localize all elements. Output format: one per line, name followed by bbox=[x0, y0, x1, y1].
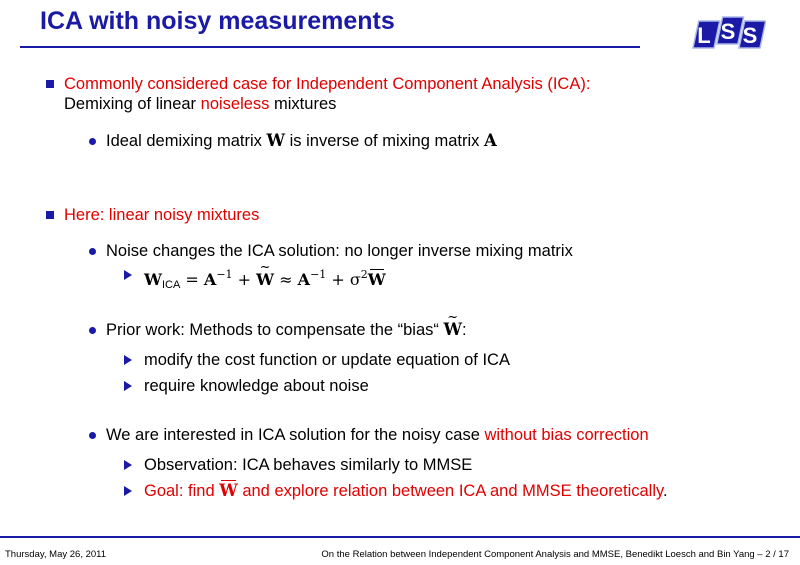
dot-bullet-icon bbox=[89, 327, 96, 334]
bullet-1-sub-1: Ideal demixing matrix W is inverse of mixing matrix A bbox=[106, 131, 497, 150]
square-bullet-icon bbox=[46, 211, 54, 219]
square-bullet-icon bbox=[46, 80, 54, 88]
footer-info: On the Relation between Independent Component Analysis and MMSE, Benedikt Loesch and Bin Yang – 2 / 17 bbox=[321, 549, 789, 560]
title-rule bbox=[20, 46, 640, 48]
dot-bullet-icon bbox=[89, 432, 96, 439]
triangle-bullet-icon bbox=[124, 355, 132, 365]
slide-title: ICA with noisy measurements bbox=[40, 7, 395, 35]
bullet-2-line-1: Here: linear noisy mixtures bbox=[64, 206, 260, 224]
dot-bullet-icon bbox=[89, 138, 96, 145]
triangle-bullet-icon bbox=[124, 381, 132, 391]
bullet-2-sub-2: Prior work: Methods to compensate the “bias“ ~ W: bbox=[106, 320, 467, 340]
footer-rule bbox=[0, 536, 800, 538]
bullet-2-sub-3: We are interested in ICA solution for the noisy case without bias correction bbox=[106, 426, 649, 444]
bullet-2-sub-2-b: require knowledge about noise bbox=[144, 377, 369, 395]
triangle-bullet-icon bbox=[124, 270, 132, 280]
equation-w-ica: $W_{ICA} = A^{-1}$ + ~ $W \approx A^{-1} + \sigma^2W$ bbox=[144, 265, 386, 295]
triangle-bullet-icon bbox=[124, 486, 132, 496]
logo-letter-s2: S bbox=[742, 23, 758, 48]
bullet-1-line-2: Demixing of linear noiseless mixtures bbox=[64, 95, 337, 113]
bullet-2-sub-2-a: modify the cost function or update equation of ICA bbox=[144, 351, 510, 369]
dot-bullet-icon bbox=[89, 248, 96, 255]
logo-letter-l: L bbox=[697, 23, 711, 48]
bullet-2-sub-1: Noise changes the ICA solution: no longer inverse mixing matrix bbox=[106, 242, 573, 260]
logo-letter-s1: S bbox=[720, 19, 736, 44]
bullet-2-sub-3-b: Goal: find W and explore relation between ICA and MMSE theoretically. bbox=[144, 481, 668, 500]
footer-date: Thursday, May 26, 2011 bbox=[5, 549, 107, 560]
triangle-bullet-icon bbox=[124, 460, 132, 470]
bullet-1-line-1: Commonly considered case for Independent Component Analysis (ICA): bbox=[64, 75, 591, 93]
lss-logo bbox=[692, 15, 766, 55]
bullet-2-sub-3-a: Observation: ICA behaves similarly to MMSE bbox=[144, 456, 473, 474]
